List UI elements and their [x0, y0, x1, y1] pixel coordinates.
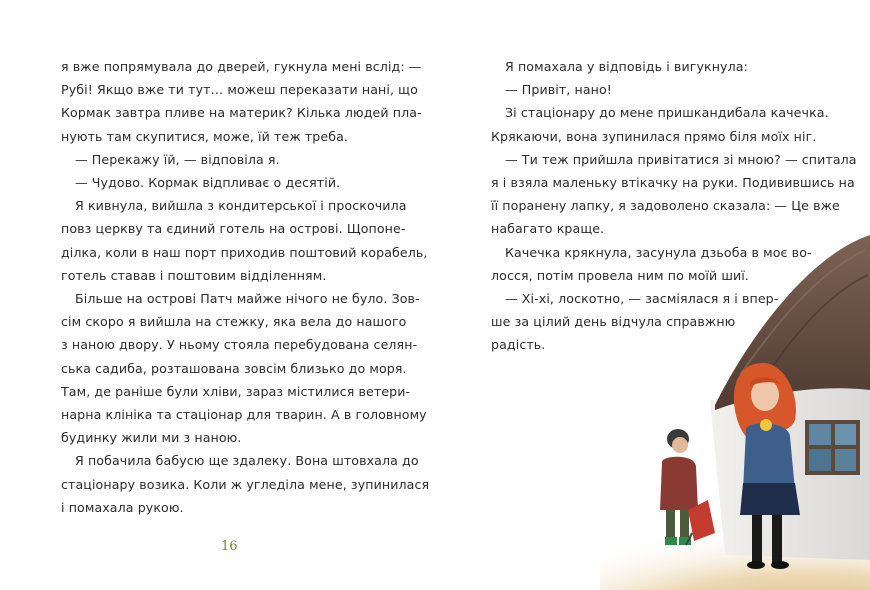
text-line: Я побачила бабусю ще здалеку. Вона штовхала до [75, 453, 419, 469]
text-line: — Хі-хі, лоскотно, — засміялася я і впер- [505, 291, 779, 307]
text-line: ділка, коли в наш порт приходив поштовий корабель, [61, 244, 428, 260]
text-line: лосся, потім провела ним по моїй шиї. [491, 267, 750, 283]
text-line: готель ставав і поштовим відділенням. [61, 267, 327, 283]
text-line: я вже попрямувала до дверей, гукнула мені вслід: — [61, 59, 422, 74]
text-line: Я кивнула, вийшла з кондитерської і проскочила [75, 198, 407, 214]
text-line: нують там скупитися, може, їй теж треба. [61, 128, 349, 144]
text-line: Більше на острові Патч майже нічого не було. Зов- [75, 291, 420, 307]
text-line: — Перекажу їй, — відповіла я. [75, 151, 280, 167]
text-line: Качечка крякнула, засунула дзьоба в моє во- [505, 244, 812, 260]
cottage-illustration [600, 215, 870, 590]
text-line: стаціонару возика. Коли ж угледіла мене, зупинилася [61, 476, 430, 492]
left-page-text [61, 55, 430, 519]
text-line: Там, де раніше були хліви, зараз містилися ветери- [61, 383, 411, 399]
text-line: я і взяла маленьку втікачку на руки. Подивившись на [491, 175, 855, 191]
text-line: з наною двору. У ньому стояла перебудована селян- [61, 337, 418, 353]
text-line: радість. [491, 337, 546, 353]
text-line: набагато краще. [491, 221, 605, 237]
text-line: повз церкву та єдиний готель на острові. Щопоне- [61, 221, 406, 237]
page-number: 16 [221, 539, 238, 554]
text-line: Крякаючи, вона зупинилася прямо біля моїх ніг. [491, 128, 817, 144]
text-line: і помахала рукою. [61, 499, 184, 515]
text-line: Кормак завтра пливе на материк? Кілька людей пла- [61, 105, 422, 121]
text-line: ська садиба, розташована зовсім близько до моря. [61, 360, 407, 376]
window [805, 420, 860, 475]
text-line: нарна клініка та стаціонар для тварин. А в головному [61, 407, 427, 423]
text-line: ше за цілий день відчула справжню [491, 314, 736, 330]
text-line: — Чудово. Кормак відпливає о десятій. [75, 175, 341, 191]
text-line: Я помахала у відповідь і вигукнула: [505, 59, 748, 74]
text-line: сім скоро я вийшла на стежку, яка вела до нашого [61, 314, 407, 330]
text-line: її поранену лапку, я задоволено сказала: — Це вже [491, 198, 840, 214]
text-line: — Привіт, нано! [505, 82, 612, 98]
text-line: будинку жили ми з наною. [61, 430, 242, 446]
text-line: Зі стаціонару до мене пришкандибала качечка. [505, 105, 829, 121]
text-line: — Ти теж прийшла привітатися зі мною? — спитала [505, 151, 857, 167]
text-line: Рубі! Якщо вже ти тут… можеш переказати нані, що [61, 82, 418, 98]
